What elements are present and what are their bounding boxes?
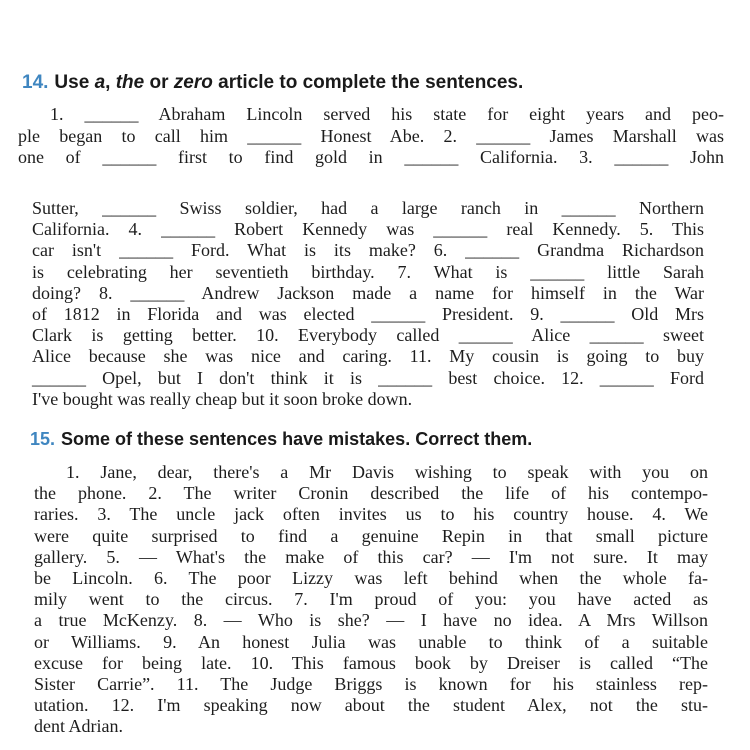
text-line: excuse for being late. 10. This famous book by Dreiser is called “The [34,652,708,673]
text-line: doing? 8. ______ Andrew Jackson made a name for himself in the War [32,282,704,303]
text-line: dent Adrian. [34,716,123,737]
exercise-14-title-part: , [105,72,116,93]
text-line: the phone. 2. The writer Cronin described the life of his contempo- [34,483,708,504]
text-line: of 1812 in Florida and was elected ______ President. 9. ______ Old Mrs [32,303,704,324]
exercise-14-title-part: article to complete the sentences. [212,72,524,93]
text-line: were quite surprised to find a genuine Repin in that small picture [34,525,708,546]
text-line: Alice because she was nice and caring. 11. My cousin is going to buy [32,346,704,367]
text-line: raries. 3. The uncle jack often invites us to his country house. 4. We [34,504,708,525]
exercise-14-title-part: zero [173,72,213,93]
text-line: ______ Opel, but I don't think it is ______ best choice. 12. ______ Ford [32,367,704,388]
text-line: a true McKenzy. 8. — Who is she? — I have no idea. A Mrs Willson [34,610,708,631]
text-line: one of ______ first to find gold in ______ California. 3. ______ John [18,147,724,167]
text-line: I've bought was really cheap but it soon broke down. [32,388,413,409]
exercise-14-heading [22,72,523,94]
exercise-14-title-part: a [94,72,106,93]
text-line: Sutter, ______ Swiss soldier, had a large ranch in ______ Northern [32,198,704,218]
text-line: Clark is getting better. 10. Everybody called ______ Alice ______ sweet [32,325,704,346]
exercise-14-title-part: or [144,72,174,93]
exercise-15-title: Some of these sentences have mistakes. Correct them. [61,429,533,449]
text-line: 1. Jane, dear, there's a Mr Davis wishing to speak with you on [66,462,708,482]
text-line: utation. 12. I'm speaking now about the student Alex, not the stu- [34,695,708,716]
text-line: ple began to call him ______ Honest Abe. 2. ______ James Marshall was [18,125,724,146]
exercise-14-title-part: Use [54,72,95,93]
text-line: be Lincoln. 6. The poor Lizzy was left behind when the whole fa- [34,567,708,588]
text-line: 1. ______ Abraham Lincoln served his state for eight years and peo- [50,104,724,124]
text-line: gallery. 5. — What's the make of this car? — I'm not sure. It may [34,546,708,567]
exercise-15-number: 15. [30,429,56,449]
exercise-14-text-top [18,104,724,169]
text-line: mily went to the circus. 7. I'm proud of you: you have acted as [34,589,708,610]
text-line: is celebrating her seventieth birthday. 7. What is ______ little Sarah [32,261,704,282]
exercise-14-text-bottom [32,198,704,410]
exercise-15-text [34,462,708,737]
text-line: car isn't ______ Ford. What is its make? 6. ______ Grandma Richardson [32,240,704,261]
exercise-14-number: 14. [22,72,49,93]
text-line: California. 4. ______ Robert Kennedy was ______ real Kennedy. 5. This [32,219,704,240]
text-line: Sister Carrie”. 11. The Judge Briggs is known for his stainless rep- [34,673,708,694]
exercise-14-title-part: the [115,72,145,93]
text-line: or Williams. 9. An honest Julia was unable to think of a suitable [34,631,708,652]
exercise-15-heading [30,429,532,450]
